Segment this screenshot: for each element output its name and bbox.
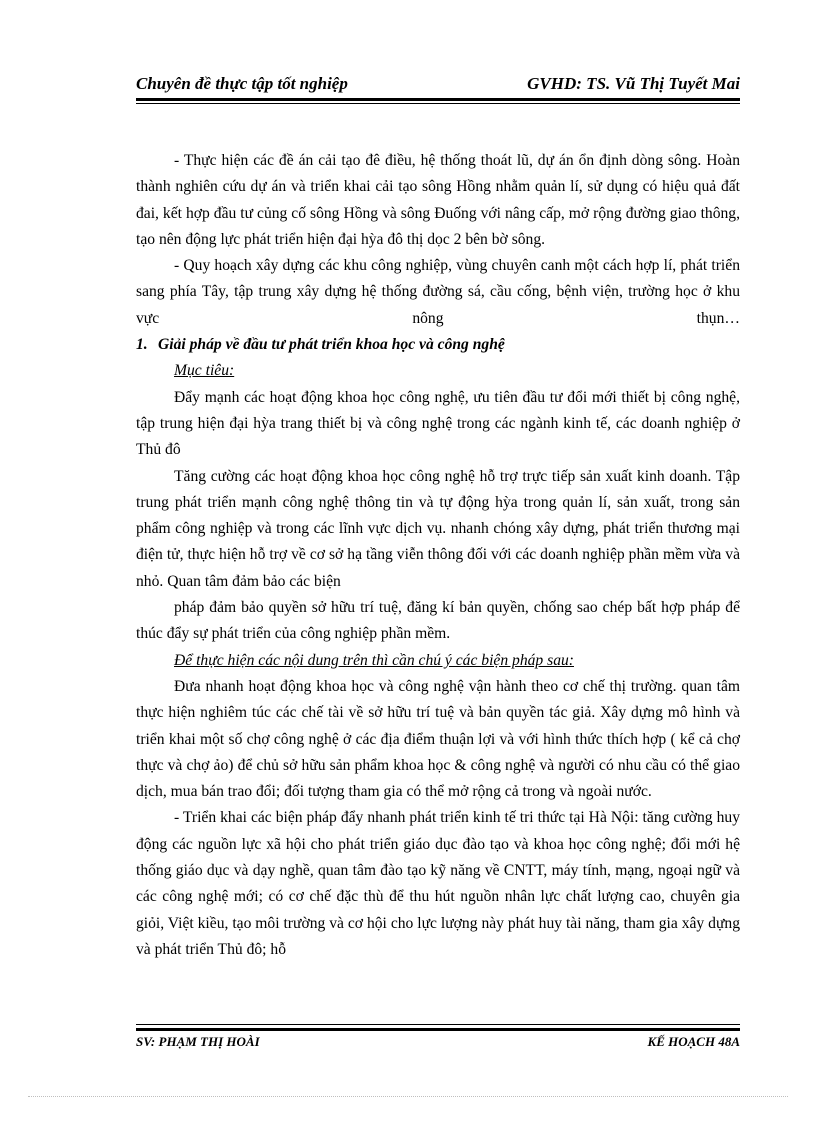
paragraph-knowledge-economy: - Triển khai các biện pháp đẩy nhanh phát triển kinh tế tri thức tại Hà Nội: tăng cường huy động các nguồn lực xã hội cho phát triển giáo dục đào tạo và khoa học công nghệ; đổi mới hệ thống giáo dục và dạy nghề, quan tâm đào tạo kỹ năng về CNTT, máy tính, mạng, ngoại ngữ và các công nghệ mới; có cơ chế đặc thù để thu hút nguồn nhân lực chất lượng cao, chuyên gia giỏi, Việt kiều, tạo môi trường và cơ hội cho lực lượng này phát huy tài năng, tham gia xây dựng và phát triển Thủ đô; hỗ xyxy=(136,809,740,958)
measures-label: Để thực hiện các nội dung trên thì cần chú ý các biện pháp sau: xyxy=(174,651,574,669)
header-title: Chuyên đề thực tập tốt nghiệp xyxy=(136,74,348,93)
section-number: 1. xyxy=(136,336,148,354)
document-body xyxy=(136,148,740,963)
section-title: Giải pháp về đầu tư phát triển khoa học và công nghệ xyxy=(158,336,505,354)
objectives-label: Mục tiêu: xyxy=(174,362,235,380)
footer-student: SV: PHẠM THỊ HOÀI xyxy=(136,1034,260,1049)
header-rule-thin xyxy=(136,103,740,104)
paragraph-industrial-zones: - Quy hoạch xây dựng các khu công nghiệp, vùng chuyên canh một cách hợp lí, phát triển sang phía Tây, tập trung xây dựng hệ thống đường sá, cầu cống, bệnh viện, trường học ở khu vực nông thụn… xyxy=(136,257,740,327)
paragraph-strengthen-activities: Tăng cường các hoạt động khoa học công nghệ hỗ trợ trực tiếp sản xuất kinh doanh. Tập trung phát triển mạnh công nghệ thông tin và tự động hỳa trong quản lí, sản xuất, trong sản phẩm công nghiệp và trong các lĩnh vực dịch vụ. nhanh chóng xây dựng, phát triển thương mại điện tử, thực hiện hỗ trợ về cơ sở hạ tầng viễn thông đối với các doanh nghiệp phần mềm vừa và nhỏ. Quan tâm đảm bảo các biện xyxy=(136,467,740,590)
paragraph-dike-project: - Thực hiện các đề án cải tạo đê điều, hệ thống thoát lũ, dự án ổn định dòng sông. Hoàn thành nghiên cứu dự án và triển khai cải tạo sông Hồng nhằm quản lí, sử dụng có hiệu quả đất đai, kết hợp đầu tư củng cố sông Hồng và sông Đuống với nâng cấp, mở rộng đường giao thông, tạo nên động lực phát triển hiện đại hỳa đô thị dọc 2 bên bờ sông. xyxy=(136,152,740,248)
page-header xyxy=(136,74,740,98)
paragraph-copyright-measures: pháp đảm bảo quyền sở hữu trí tuệ, đăng kí bản quyền, chống sao chép bất hợp pháp để thúc đẩy sự phát triển của công nghiệp phần mềm. xyxy=(136,599,740,643)
paragraph-promote-science: Đẩy mạnh các hoạt động khoa học công nghệ, ưu tiên đầu tư đổi mới thiết bị công nghệ, tập trung hiện đại hỳa trang thiết bị và công nghệ trong các ngành kinh tế, các doanh nghiệp ở Thủ đô xyxy=(136,388,740,459)
paragraph-market-mechanism: Đưa nhanh hoạt động khoa học và công nghệ vận hành theo cơ chế thị trường. quan tâm thực hiện nghiêm túc các chế tài về sở hữu trí tuệ và bản quyền tác giả. Xây dựng mô hình và triển khai một số chợ công nghệ ở các địa điểm thuận lợi và với hình thức thích hợp ( kể cả chợ thực và chợ ảo) để chủ sở hữu sản phẩm khoa học & công nghệ và người có nhu cầu có thể giao dịch, mua bán trao đổi; đối tượng tham gia có thể mở rộng cả trong và ngoài nước. xyxy=(136,677,740,801)
footer-rule-thin xyxy=(136,1024,740,1025)
page-bottom-border xyxy=(28,1096,788,1097)
page-footer xyxy=(136,1034,740,1056)
section-heading xyxy=(136,332,740,358)
footer-rule-thick xyxy=(136,1028,740,1031)
header-supervisor: GVHD: TS. Vũ Thị Tuyết Mai xyxy=(527,74,740,93)
footer-class: KẾ HOẠCH 48A xyxy=(647,1034,740,1049)
header-rule-thick xyxy=(136,98,740,101)
